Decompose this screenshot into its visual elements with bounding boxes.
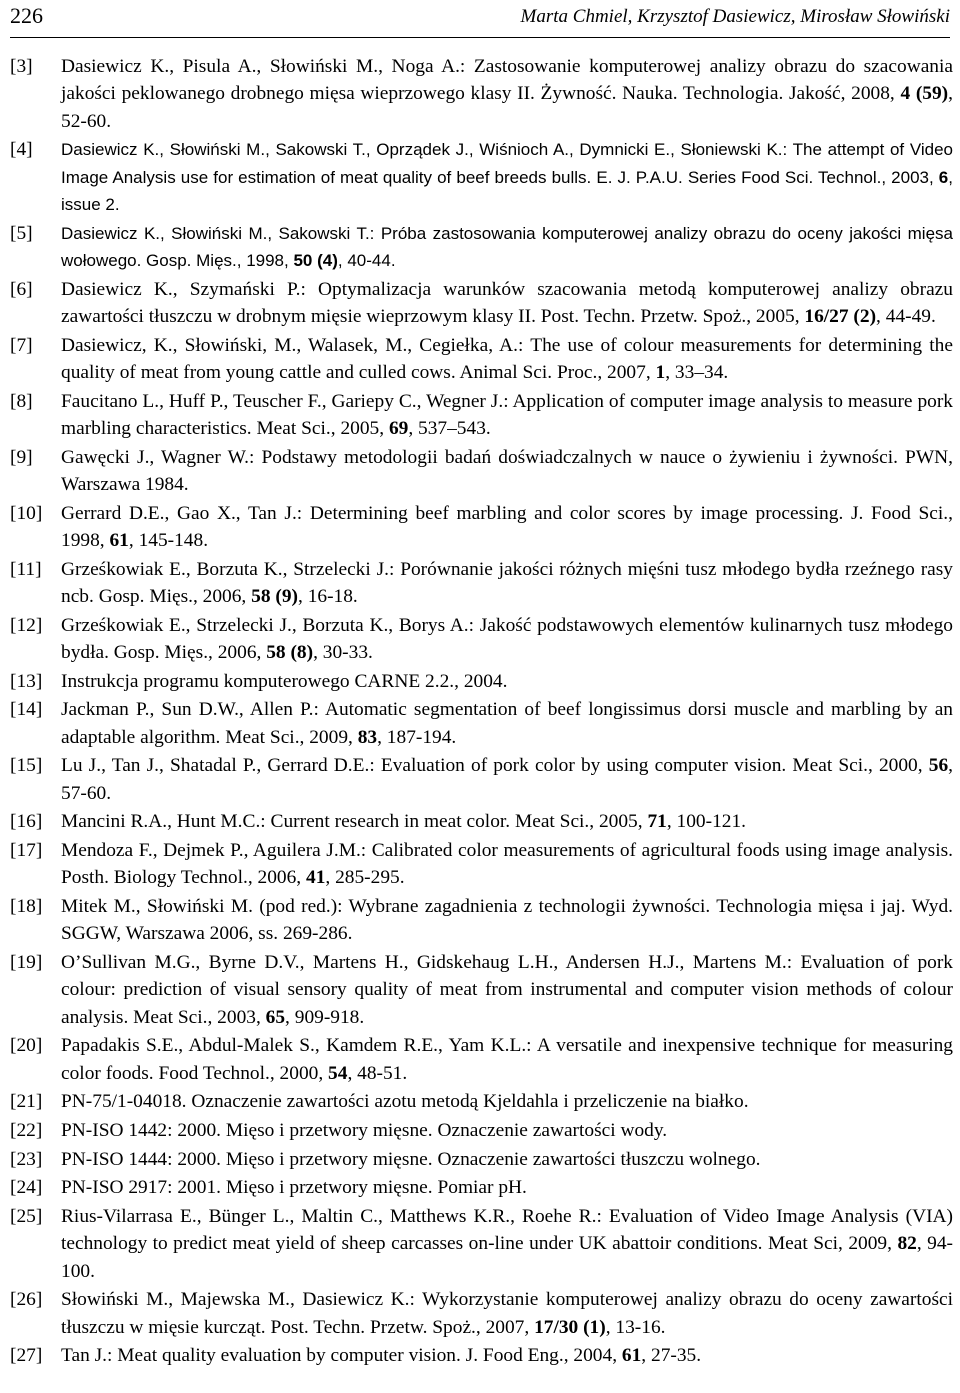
reference-item [10, 1342, 953, 1369]
reference-number: [13] [10, 670, 43, 692]
reference-item [10, 53, 953, 135]
reference-text-run: Dasiewicz K., Pisula A., Słowiński M., Noga A.: Zastosowanie komputerowej analizy obrazu do szacowania jakości peklowanego drobnego mięsa wieprzowego klasy II. Żywność. Nauka. Technologia. Jakość, 2008, [61, 56, 953, 105]
reference-text-run: , 94-100. [61, 1233, 953, 1282]
reference-text [61, 671, 507, 692]
reference-text [61, 1177, 527, 1198]
reference-text-run: Gawęcki J., Wagner W.: Podstawy metodologii badań doświadczalnych w nauce o żywieniu i żywności. PWN, Warszawa 1984. [61, 446, 953, 496]
reference-volume: 82 [897, 1233, 917, 1255]
reference-number: [21] [10, 1091, 43, 1113]
reference-volume: 58 (8) [266, 642, 314, 664]
reference-item [10, 893, 953, 948]
reference-text [61, 1035, 953, 1083]
reference-text-run: Mitek M., Słowiński M. (pod red.): Wybrane zagadnienia z technologii żywności. Technologia mięsa i jaj. Wyd. SGGW, Warszawa 2006, ss. 269-286. [61, 896, 953, 945]
reference-item [10, 444, 953, 499]
reference-volume: 4 [900, 83, 911, 105]
reference-text [61, 391, 953, 439]
reference-volume: 69 [388, 418, 409, 440]
reference-text-run: , 27-35. [641, 1345, 702, 1367]
reference-text-run: , 52-60. [61, 83, 953, 132]
reference-item [10, 612, 953, 667]
reference-volume: 6 [938, 167, 949, 187]
reference-text-run: Gerrard D.E., Gao X., Tan J.: Determining beef marbling and color scores by image processing. J. Food Sci., 1998, [61, 502, 953, 552]
reference-item [10, 1117, 953, 1144]
reference-text-run: , 537–543. [408, 418, 491, 440]
reference-number: [14] [10, 699, 43, 721]
reference-text-run: , issue 2. [61, 167, 953, 215]
reference-text [61, 1091, 749, 1112]
reference-item [10, 1146, 953, 1173]
reference-number: [26] [10, 1289, 43, 1311]
reference-volume: 71 [647, 811, 667, 833]
reference-text-run: Mancini R.A., Hunt M.C.: Current research in meat color. Meat Sci., 2005, [61, 811, 648, 833]
reference-number: [20] [10, 1035, 43, 1057]
reference-item [10, 949, 953, 1031]
page-header [10, 2, 950, 30]
reference-text-run: Dasiewicz K., Szymański P.: Optymalizacja warunków szacowania metodą komputerowej analizy obrazu zawartości tłuszczu w drobnym mięsie wieprzowym klasy II. Post. Techn. Przetw. Spoż., 2005, [61, 278, 953, 328]
reference-item [10, 837, 953, 892]
reference-item [10, 1088, 953, 1115]
reference-volume: 54 [328, 1062, 348, 1084]
reference-text-run: , 13-16. [605, 1316, 666, 1338]
reference-text-run: PN-ISO 1442: 2000. Mięso i przetwory mięsne. Oznaczenie zawartości wody. [61, 1120, 668, 1141]
reference-item [10, 1174, 953, 1201]
reference-text-run: , 909-918. [285, 1006, 365, 1028]
reference-volume: 16/27 (2) [804, 306, 877, 328]
reference-text-run: , 33–34. [665, 362, 729, 384]
reference-item [10, 500, 953, 555]
reference-text [61, 447, 953, 495]
reference-text-run: , 44-49. [876, 306, 936, 328]
reference-number: [10] [10, 502, 43, 524]
reference-text-run: , 285-295. [325, 867, 405, 889]
reference-number: [12] [10, 614, 43, 636]
reference-list [10, 53, 953, 1371]
reference-text-run: Grześkowiak E., Strzelecki J., Borzuta K., Borys A.: Jakość podstawowych elementów kulinarnych tusz młodego bydła. Gosp. Mięs., 2006, [61, 614, 953, 664]
reference-text [61, 952, 953, 1028]
reference-number: [7] [10, 334, 33, 356]
reference-number: [15] [10, 755, 43, 777]
reference-text-run: Dasiewicz, K., Słowiński, M., Walasek, M., Cegiełka, A.: The use of colour measurements for determining the quality of meat from young cattle and culled cows. Animal Sci. Proc., 2007, [61, 334, 953, 384]
reference-number: [3] [10, 56, 33, 77]
reference-number: [24] [10, 1177, 43, 1199]
reference-text [61, 559, 953, 607]
reference-text-run: PN-75/1-04018. Oznaczenie zawartości azotu metodą Kjeldahla i przeliczenie na białko. [61, 1091, 749, 1113]
reference-item [10, 556, 953, 611]
reference-number: [25] [10, 1205, 43, 1227]
reference-text [61, 840, 953, 888]
reference-number: [22] [10, 1120, 43, 1141]
reference-text [61, 279, 953, 327]
reference-text-run: Dasiewicz K., Słowiński M., Sakowski T.: Próba zastosowania komputerowej analizy obrazu do oceny jakości mięsa wołowego. Gosp. Mięs., 1998, [61, 223, 953, 271]
reference-item [10, 752, 953, 807]
reference-number: [16] [10, 811, 43, 833]
reference-text-run: , 40-44. [337, 251, 396, 271]
reference-text [61, 1289, 953, 1337]
reference-number: [8] [10, 390, 33, 412]
reference-text-run: , 57-60. [61, 755, 953, 804]
reference-number: [19] [10, 952, 43, 973]
reference-text-run: Papadakis S.E., Abdul-Malek S., Kamdem R.E., Yam K.L.: A versatile and inexpensive technique for measuring color foods. Food Technol., 2000, [61, 1035, 953, 1084]
reference-text [61, 1149, 760, 1170]
reference-text-run: Rius-Vilarrasa E., Bünger L., Maltin C., Matthews K.R., Roehe R.: Evaluation of Video Image Analysis (VIA) technology to predict meat yield of sheep carcasses on-line under UK abattoir conditions. Meat Sci, 2009, [61, 1205, 953, 1255]
reference-text [61, 503, 953, 551]
reference-text-run: Instrukcja programu komputerowego CARNE 2.2., 2004. [61, 670, 508, 692]
reference-item [10, 1203, 953, 1285]
reference-text-run: Grześkowiak E., Borzuta K., Strzelecki J.: Porównanie jakości różnych mięśni tusz młodego bydła rzeźnego rasy ncb. Gosp. Mięs., 2006, [61, 558, 953, 608]
reference-text-run: , 48-51. [347, 1062, 408, 1084]
reference-text-run: , 145-148. [128, 530, 209, 552]
reference-volume: 56 [928, 755, 949, 777]
reference-text-run: Słowiński M., Majewska M., Dasiewicz K.: Wykorzystanie komputerowej analizy obrazu do oceny zawartości tłuszczu w mięsie kurcząt. Post. Techn. Przetw. Spoż., 2007, [61, 1289, 953, 1338]
reference-text-run: PN-ISO 1444: 2000. Mięso i przetwory mięsne. Oznaczenie zawartości tłuszczu wolnego. [61, 1148, 761, 1170]
reference-item [10, 276, 953, 331]
reference-volume: 61 [109, 530, 129, 552]
reference-text-run: O’Sullivan M.G., Byrne D.V., Martens H., Gidskehaug L.H., Andersen H.J., Martens M.: Evaluation of pork colour: prediction of visual sensory quality of meat from instrumental and computer vision methods of colour analysis. Meat Sci., 2003, [61, 952, 953, 1028]
reference-text [61, 896, 953, 944]
reference-text [61, 1206, 953, 1282]
reference-text-run: Lu J., Tan J., Shatadal P., Gerrard D.E.: Evaluation of pork color by using computer vision. Meat Sci., 2000, [61, 755, 929, 777]
reference-item [10, 136, 953, 218]
reference-text-run: , 187-194. [377, 726, 457, 748]
reference-text [61, 1345, 701, 1366]
reference-item [10, 696, 953, 751]
reference-text-run: Mendoza F., Dejmek P., Aguilera J.M.: Calibrated color measurements of agricultural foods using image analysis. Posth. Biology Technol., 2006, [61, 840, 953, 889]
page-number: 226 [10, 3, 43, 28]
reference-text [61, 699, 953, 747]
reference-volume: 17/30 (1) [534, 1316, 606, 1338]
reference-number: [17] [10, 840, 43, 861]
reference-text [61, 335, 953, 383]
reference-text-run: Jackman P., Sun D.W., Allen P.: Automatic segmentation of beef longissimus dorsi muscle and marbling by an adaptable algorithm. Meat Sci., 2009, [61, 699, 953, 748]
reference-number: [5] [10, 222, 33, 244]
reference-volume: 50 (4) [293, 251, 338, 271]
reference-number: [4] [10, 139, 33, 161]
reference-number: [27] [10, 1345, 43, 1367]
reference-text [61, 755, 953, 803]
reference-volume: 58 (9) [251, 586, 298, 608]
reference-item [10, 332, 953, 387]
reference-text-run: , 100-121. [666, 811, 747, 833]
running-head: Marta Chmiel, Krzysztof Dasiewicz, Mirosław Słowiński [520, 6, 950, 27]
reference-text-run: PN-ISO 2917: 2001. Mięso i przetwory mięsne. Pomiar pH. [61, 1177, 527, 1199]
reference-item [10, 808, 953, 835]
reference-text-run: Dasiewicz K., Słowiński M., Sakowski T., Oprządek J., Wiśnioch A., Dymnicki E., Słoniewski K.: The attempt of Video Image Analysis use for estimation of meat quality of beef breeds bulls. E. J. P.A.U. Series Food Sci. Technol., 2003, [61, 140, 953, 187]
reference-item [10, 220, 953, 275]
reference-text-run: , 16-18. [298, 586, 358, 608]
reference-text [61, 615, 953, 663]
reference-text [61, 811, 746, 832]
reference-text-run: Faucitano L., Huff P., Teuscher F., Gariepy C., Wegner J.: Application of computer image analysis to measure pork marbling characteristics. Meat Sci., 2005, [61, 390, 953, 440]
reference-volume: 61 [621, 1345, 642, 1367]
reference-item [10, 668, 953, 695]
reference-number: [9] [10, 446, 33, 468]
reference-volume: 1 [655, 362, 666, 384]
reference-text [61, 1120, 667, 1141]
reference-number: [6] [10, 278, 33, 300]
reference-number: [23] [10, 1148, 43, 1170]
reference-item [10, 1032, 953, 1087]
reference-volume: 41 [306, 867, 326, 889]
reference-text [61, 56, 953, 132]
reference-text [61, 224, 953, 270]
reference-number: [11] [10, 558, 42, 580]
reference-text [61, 140, 953, 214]
reference-volume: 65 [265, 1006, 286, 1028]
reference-volume: 83 [357, 726, 378, 748]
header-rule [10, 37, 950, 38]
reference-item [10, 1286, 953, 1341]
reference-text-run: Tan J.: Meat quality evaluation by computer vision. J. Food Eng., 2004, [61, 1345, 622, 1367]
reference-volume: (59) [915, 83, 949, 105]
reference-number: [18] [10, 896, 43, 917]
reference-text-run: , 30-33. [313, 642, 373, 664]
reference-item [10, 388, 953, 443]
